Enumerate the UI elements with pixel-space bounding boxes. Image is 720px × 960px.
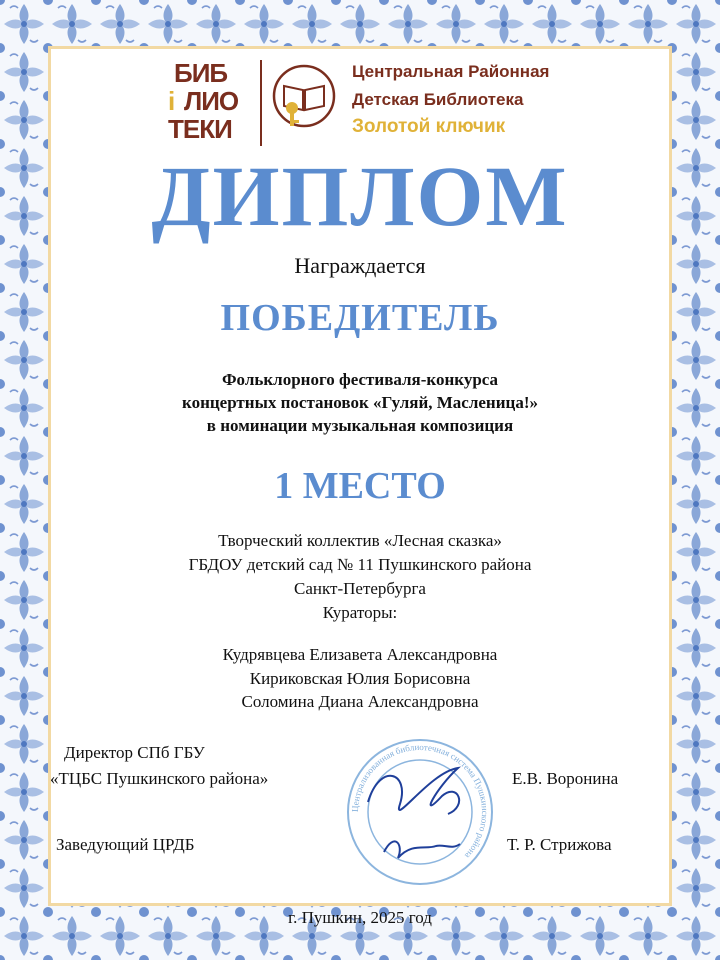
- curator-name: Соломина Диана Александровна: [241, 692, 479, 711]
- curator-name: Кириковская Юлия Борисовна: [249, 668, 471, 688]
- director-title-1: Директор СПб ГБУ: [64, 743, 205, 762]
- logo-line-2: Детская Библиотека: [352, 90, 524, 109]
- logo-line-3: Золотой ключик: [352, 116, 506, 137]
- curator-name: Кудрявцева Елизавета Александровна: [222, 645, 498, 664]
- logo-word-teki: ТЕКИ: [168, 114, 232, 144]
- official-stamp: [340, 732, 500, 892]
- head-title: Заведующий ЦРДБ: [56, 835, 195, 854]
- curators-label: Кураторы:: [322, 603, 398, 622]
- stamp-ring-text: Централизованная библиотечная система Пушкинского района: [349, 741, 491, 861]
- winner-heading: ПОБЕДИТЕЛЬ: [220, 297, 500, 339]
- logo-word-bib: БИБ: [174, 58, 228, 88]
- award-verb: Награждается: [294, 253, 426, 278]
- team-line-3: Санкт-Петербурга: [294, 579, 426, 598]
- library-logo: [168, 58, 568, 148]
- director-title-2: «ТЦБС Пушкинского района»: [50, 769, 269, 788]
- book-key-icon: [270, 62, 338, 130]
- festival-line-3: в номинации музыкальная композиция: [206, 416, 514, 435]
- director-signature: [368, 768, 459, 814]
- curators-list: [0, 643, 720, 714]
- head-name: Т. Р. Стрижова: [507, 835, 612, 854]
- place-heading: 1 МЕСТО: [274, 465, 446, 507]
- festival-block: [0, 368, 720, 437]
- festival-line-2: концертных постановок «Гуляй, Масленица!»: [182, 393, 538, 412]
- team-block: [0, 529, 720, 625]
- diploma-title: ДИПЛОМ: [151, 148, 569, 244]
- place-date-footer: г. Пушкин, 2025 год: [288, 908, 432, 927]
- logo-divider: [260, 60, 262, 146]
- festival-line-1: Фольклорного фестиваля-конкурса: [221, 370, 499, 389]
- logo-word-lio: ЛИО: [184, 86, 239, 116]
- logo-line-1: Центральная Районная: [352, 62, 550, 81]
- director-name: Е.В. Воронина: [512, 769, 619, 788]
- team-line-1: Творческий коллектив «Лесная сказка»: [218, 531, 502, 550]
- team-line-2: ГБДОУ детский сад № 11 Пушкинского района: [188, 555, 532, 574]
- logo-letter-i: i: [168, 86, 175, 116]
